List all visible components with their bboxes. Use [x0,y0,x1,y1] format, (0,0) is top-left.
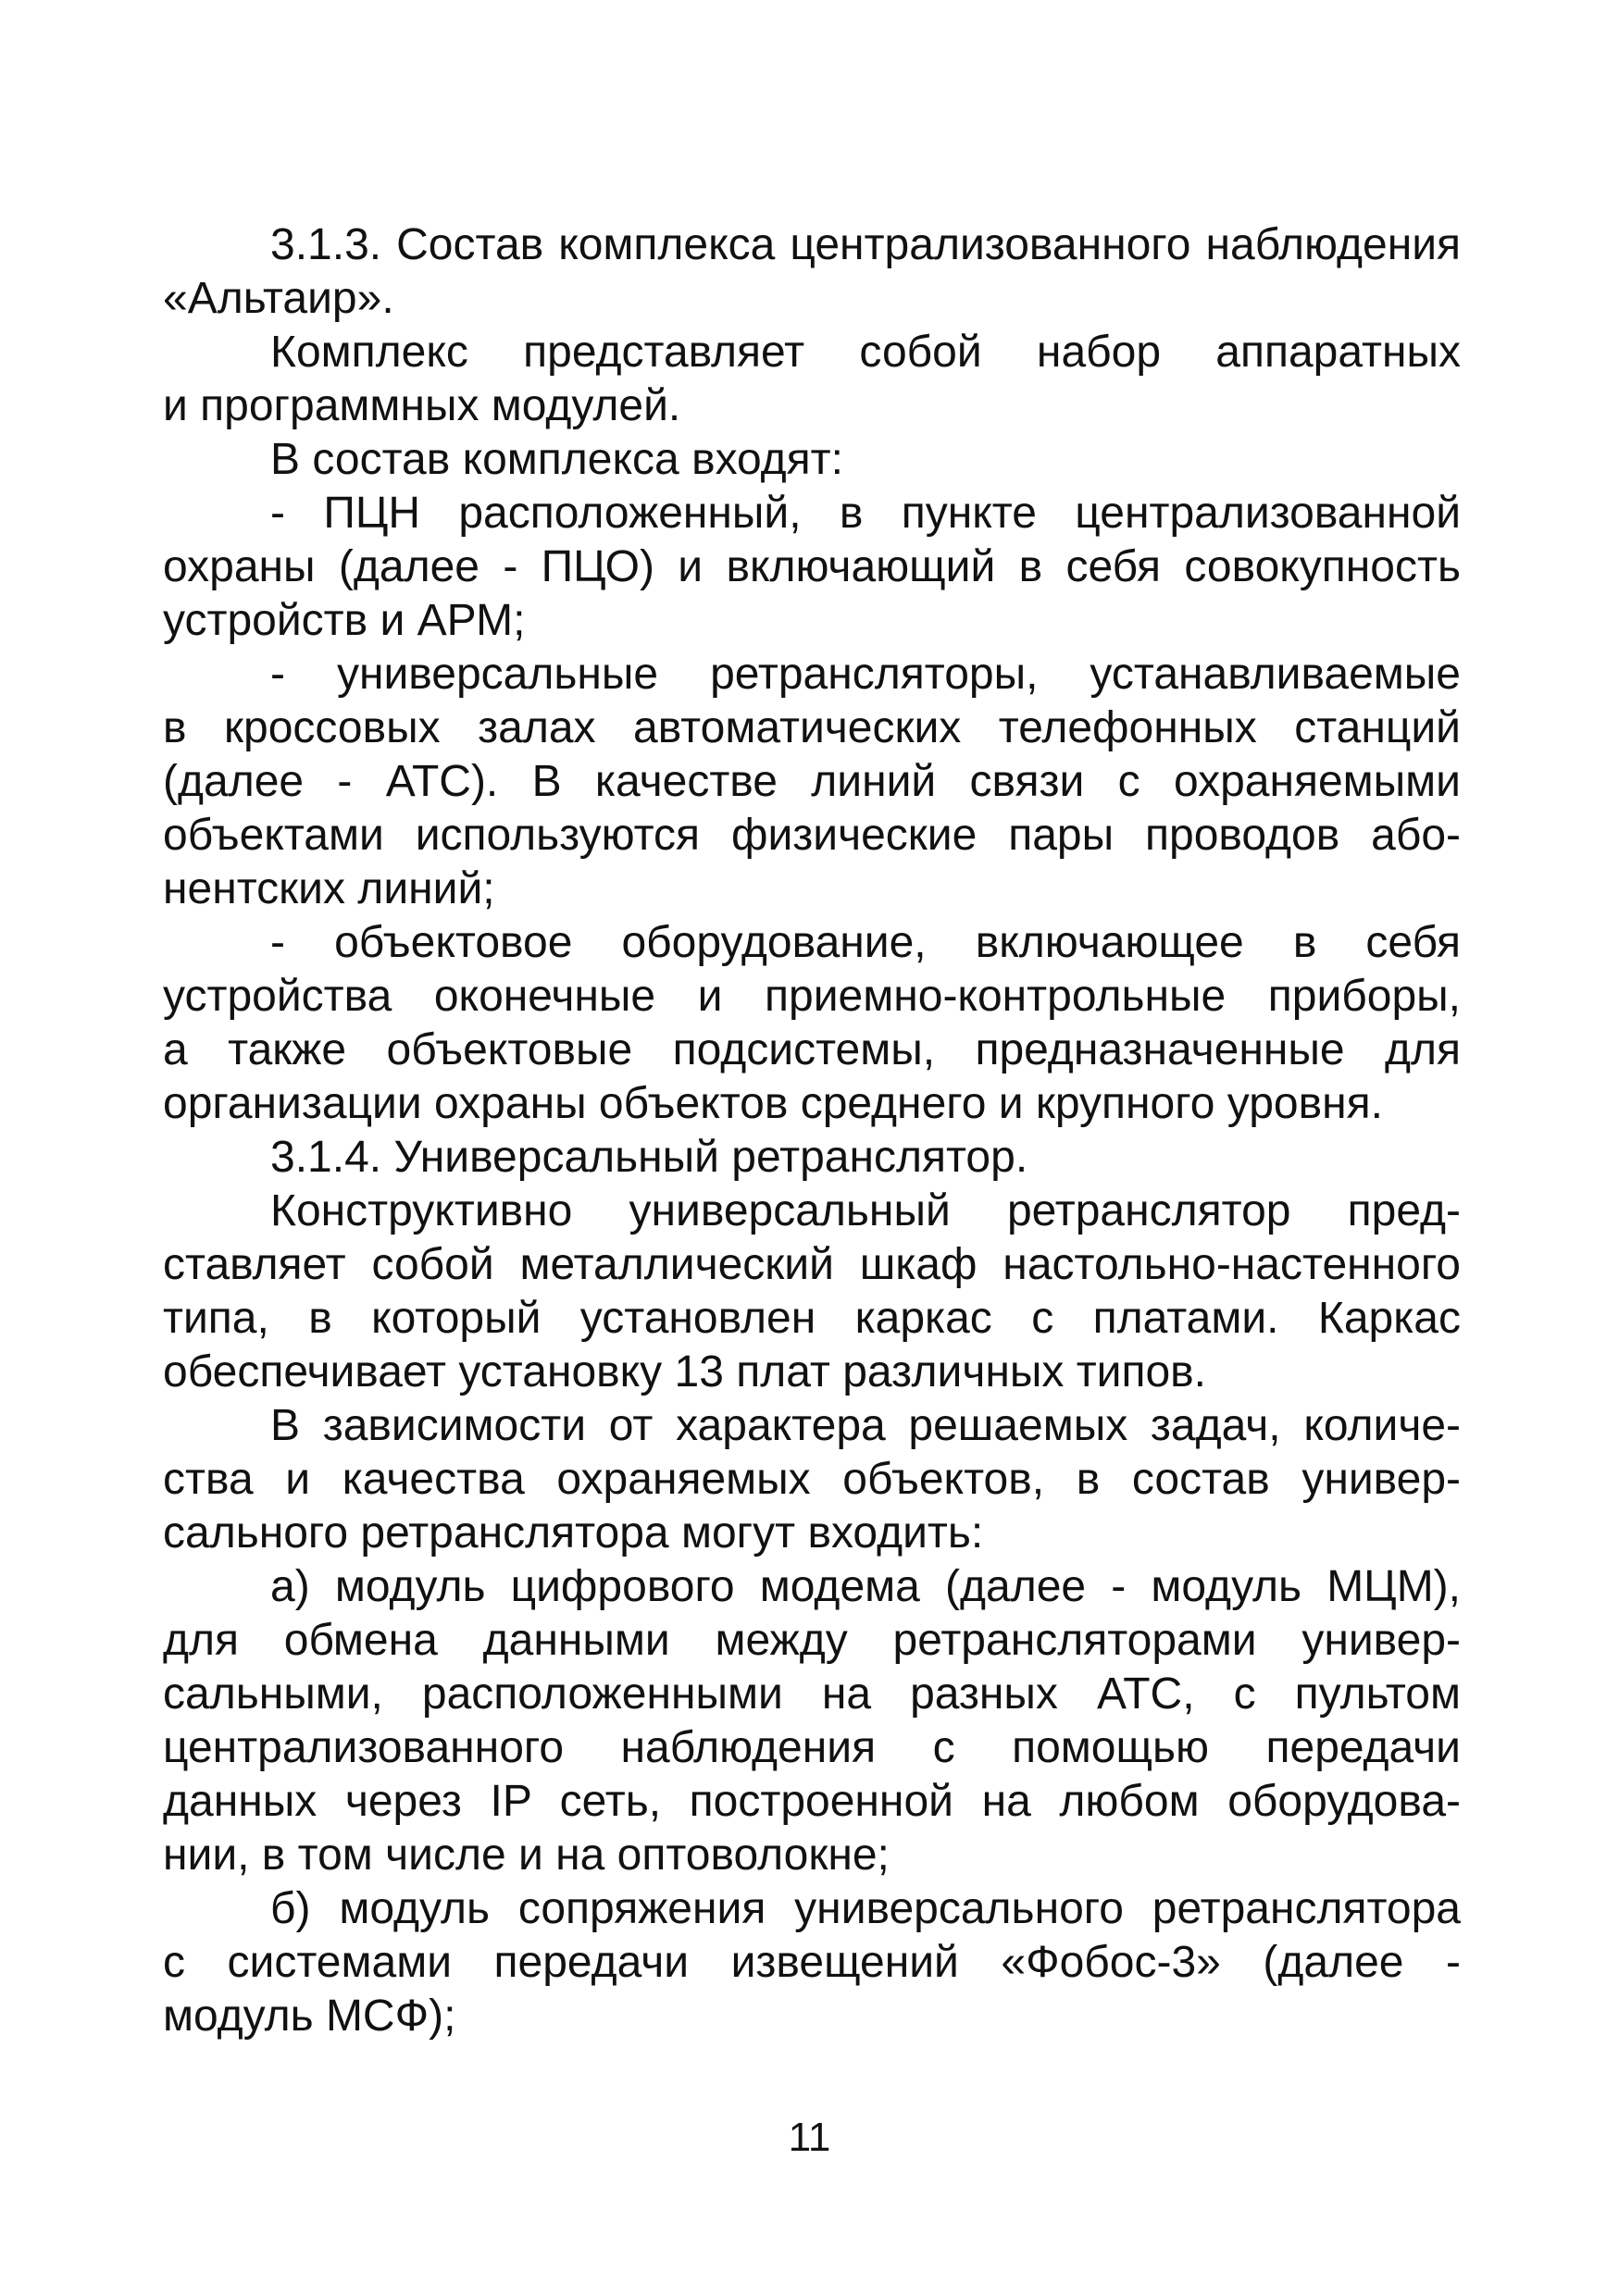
text-line: организации охраны объектов среднего и крупного уровня. [163,1079,1383,1128]
text-line: сальными, расположенными на разных АТС, с пультом [163,1669,1461,1719]
list-item-start: а) модуль цифрового модема (далее - модуль МЦМ), [270,1562,1461,1611]
section-heading-3-1-3: 3.1.3. Состав комплекса централизованного наблюдения [270,220,1461,269]
text-line: а также объектовые подсистемы, предназначенные для [163,1025,1461,1074]
list-item-start: - универсальные ретрансляторы, устанавливаемые [270,650,1461,699]
text-line: с системами передачи извещений «Фобос-3» (далее - [163,1938,1461,1987]
text-line: обеспечивает установку 13 плат различных типов. [163,1347,1207,1396]
text-line: данных через IP сеть, построенной на любом оборудова- [163,1777,1461,1826]
text-line: сального ретранслятора могут входить: [163,1508,984,1558]
paragraph-start: В состав комплекса входят: [270,435,843,484]
text-line: (далее - АТС). В качестве линий связи с охраняемыми [163,757,1461,806]
text-line: нии, в том числе и на оптоволокне; [163,1831,890,1880]
body-text [163,218,1461,2043]
text-line: типа, в который установлен каркас с платами. Каркас [163,1294,1461,1343]
text-line: ства и качества охраняемых объектов, в состав универ- [163,1455,1461,1504]
paragraph-start: Конструктивно универсальный ретранслятор пред- [270,1186,1461,1235]
list-item-start: - объектовое оборудование, включающее в себя [270,918,1461,967]
list-item-start: б) модуль сопряжения универсального ретранслятора [270,1884,1461,1933]
text-line: в кроссовых залах автоматических телефонных станций [163,703,1461,752]
text-line: нентских линий; [163,864,495,913]
text-line: ставляет собой металлический шкаф настольно-настенного [163,1240,1461,1289]
text-line: для обмена данными между ретрансляторами универ- [163,1616,1461,1665]
text-line: «Альтаир». [163,274,394,323]
paragraph-start: В зависимости от характера решаемых задач, количе- [270,1401,1461,1450]
text-line: централизованного наблюдения с помощью передачи [163,1723,1461,1772]
page-number: 11 [788,2115,831,2160]
text-line: модуль МСФ); [163,1992,456,2041]
section-heading-3-1-4: 3.1.4. Универсальный ретранслятор. [270,1133,1028,1182]
text-line: и программных модулей. [163,381,681,430]
text-line: объектами используются физические пары проводов або- [163,811,1461,860]
text-line: охраны (далее - ПЦО) и включающий в себя совокупность [163,542,1461,591]
text-line: устройства оконечные и приемно-контрольные приборы, [163,972,1461,1021]
text-line: устройств и АРМ; [163,596,526,645]
list-item-start: - ПЦН расположенный, в пункте централизованной [270,489,1461,538]
paragraph-start: Комплекс представляет собой набор аппаратных [270,328,1461,377]
